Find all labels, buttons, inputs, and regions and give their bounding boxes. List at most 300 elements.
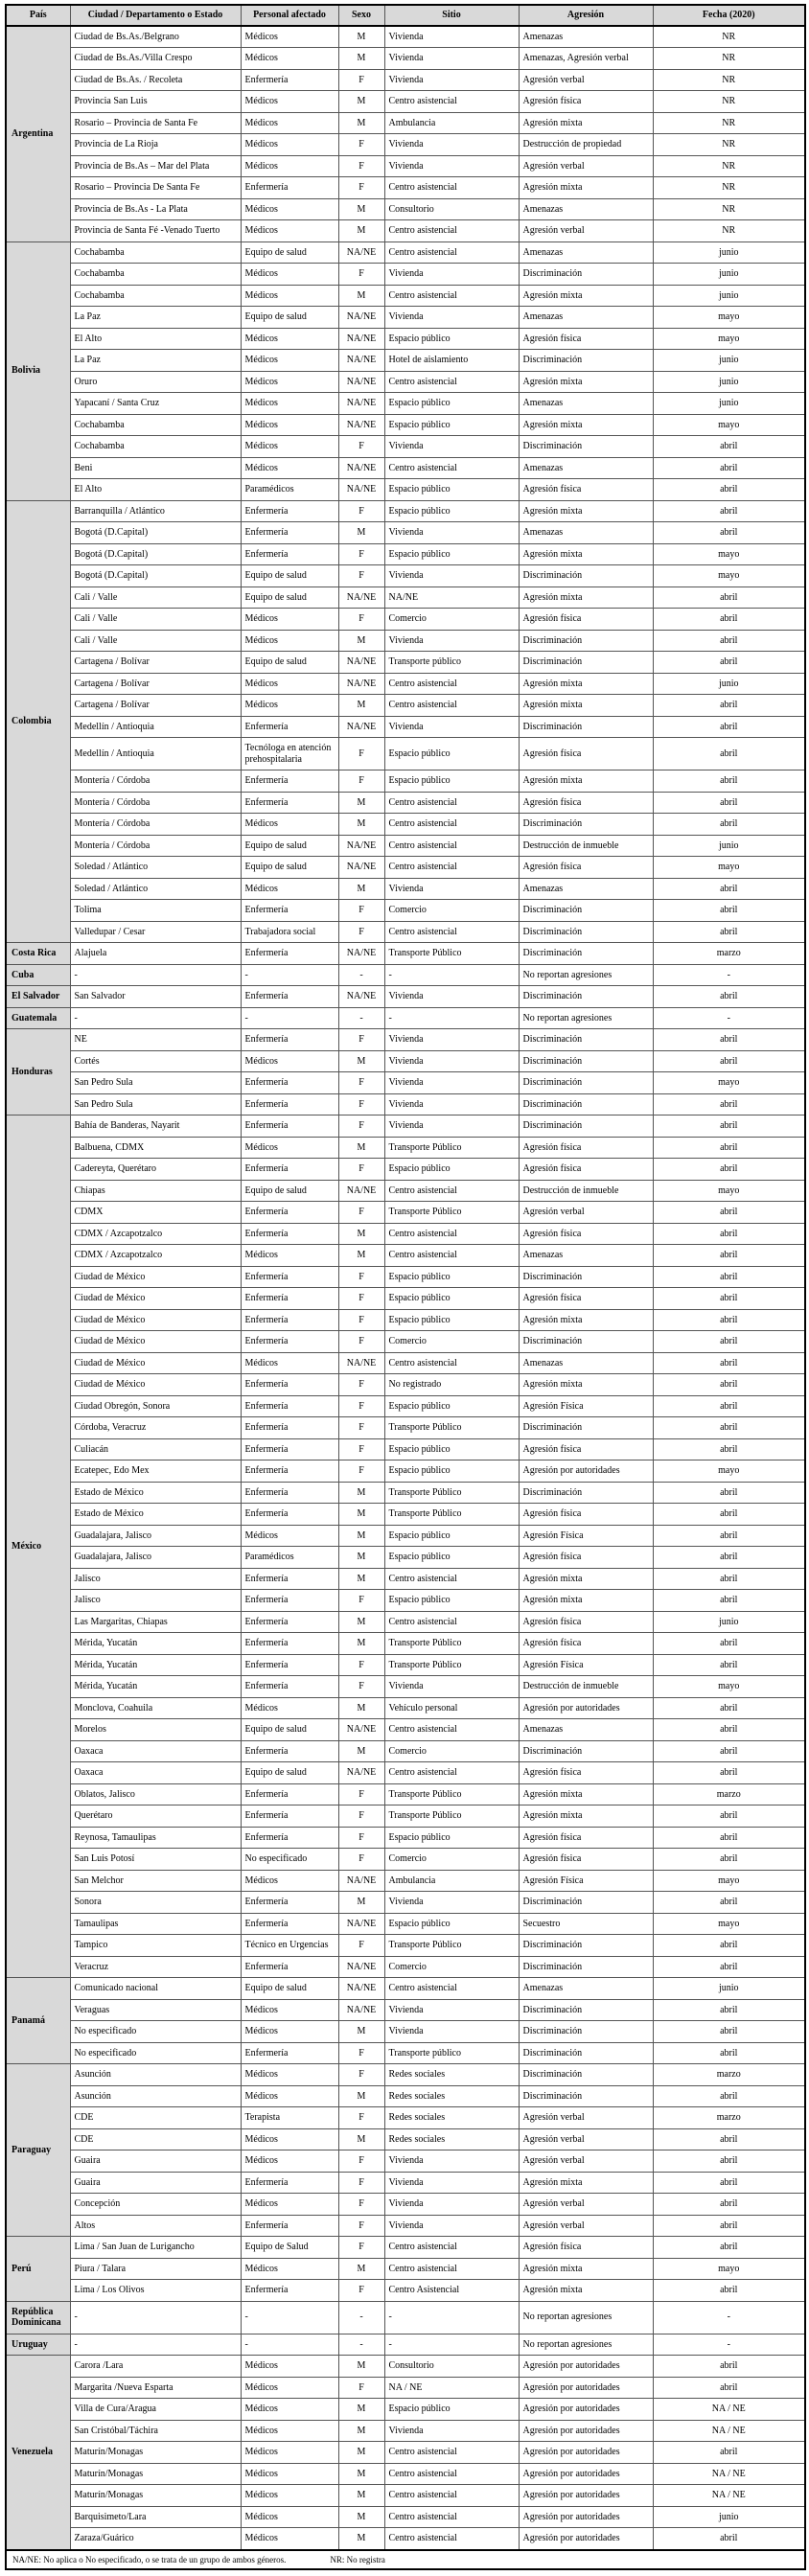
date-cell: abril (653, 2280, 805, 2302)
personnel-cell: - (241, 964, 338, 986)
table-row (6, 2356, 805, 2378)
aggression-cell: Agresión verbal (519, 2194, 653, 2216)
city-cell: Córdoba, Veracruz (70, 1417, 241, 1439)
city-cell: Provincia San Luis (70, 91, 241, 113)
city-cell: CDE (70, 2107, 241, 2129)
date-cell: abril (653, 1525, 805, 1547)
sex-cell: F (338, 770, 384, 793)
date-cell: abril (653, 716, 805, 738)
sex-cell: M (338, 48, 384, 70)
personnel-cell: Enfermería (241, 1482, 338, 1504)
personnel-cell: Médicos (241, 2506, 338, 2528)
personnel-cell: Médicos (241, 48, 338, 70)
date-cell: NR (653, 26, 805, 48)
sex-cell: M (338, 1892, 384, 1914)
date-cell: abril (653, 2021, 805, 2043)
site-cell: Vivienda (384, 565, 519, 587)
date-cell: abril (653, 1482, 805, 1504)
city-cell: Cochabamba (70, 242, 241, 264)
city-cell: Ciudad Obregón, Sonora (70, 1395, 241, 1417)
site-cell: Transporte Público (384, 1654, 519, 1676)
date-cell: abril (653, 500, 805, 522)
aggression-cell: Agresión por autoridades (519, 2356, 653, 2378)
sex-cell: M (338, 2442, 384, 2464)
personnel-cell: Enfermería (241, 1395, 338, 1417)
site-cell: NA/NE (384, 586, 519, 609)
date-cell: abril (653, 652, 805, 674)
sex-cell: M (338, 2128, 384, 2150)
personnel-cell: Médicos (241, 1697, 338, 1719)
table-row (6, 1352, 805, 1374)
sex-cell: M (338, 1633, 384, 1655)
personnel-cell: Médicos (241, 1525, 338, 1547)
aggression-cell: Amenazas (519, 1719, 653, 1741)
site-cell: Centro asistencial (384, 220, 519, 242)
table-row (6, 264, 805, 286)
table-row (6, 1331, 805, 1353)
sex-cell: NA/NE (338, 586, 384, 609)
city-cell: Guadalajara, Jalisco (70, 1525, 241, 1547)
aggression-cell: Agresión verbal (519, 2128, 653, 2150)
site-cell: Vivienda (384, 2150, 519, 2173)
aggression-cell: Discriminación (519, 630, 653, 652)
sex-cell: F (338, 1072, 384, 1094)
aggression-cell: Discriminación (519, 2021, 653, 2043)
sex-cell: F (338, 155, 384, 177)
date-cell: abril (653, 1137, 805, 1159)
sex-cell: F (338, 2194, 384, 2216)
site-cell: Centro asistencial (384, 695, 519, 717)
site-cell: Espacio público (384, 1395, 519, 1417)
country-cell: Perú (6, 2237, 70, 2302)
sex-cell: F (338, 436, 384, 458)
sex-cell: F (338, 565, 384, 587)
site-cell: Espacio público (384, 1827, 519, 1849)
personnel-cell: Enfermería (241, 177, 338, 199)
table-row (6, 1547, 805, 1569)
date-cell: junio (653, 2506, 805, 2528)
city-cell: Lima / Los Olivos (70, 2280, 241, 2302)
aggression-cell: Agresión mixta (519, 2258, 653, 2280)
city-cell: Bahía de Banderas, Nayarit (70, 1116, 241, 1138)
city-cell: Chiapas (70, 1180, 241, 1202)
table-row (6, 371, 805, 393)
table-row (6, 414, 805, 436)
date-cell: marzo (653, 1783, 805, 1806)
table-row (6, 500, 805, 522)
personnel-cell: Médicos (241, 609, 338, 631)
site-cell: Centro asistencial (384, 673, 519, 695)
sex-cell: NA/NE (338, 1870, 384, 1892)
site-cell: Transporte Público (384, 1935, 519, 1957)
aggression-cell: Agresión mixta (519, 1590, 653, 1612)
sex-cell: F (338, 1395, 384, 1417)
site-cell: Vivienda (384, 2021, 519, 2043)
site-cell: Espacio público (384, 1438, 519, 1460)
personnel-cell: Enfermería (241, 792, 338, 814)
table-row (6, 1633, 805, 1655)
aggression-cell: Amenazas (519, 26, 653, 48)
country-cell: El Salvador (6, 986, 70, 1008)
aggression-cell: Agresión mixta (519, 371, 653, 393)
site-cell: Centro asistencial (384, 857, 519, 879)
city-cell: Rosario – Provincia De Santa Fe (70, 177, 241, 199)
date-cell: abril (653, 986, 805, 1008)
table-row (6, 1978, 805, 2000)
date-cell: abril (653, 2528, 805, 2550)
date-cell: NR (653, 48, 805, 70)
site-cell: Vivienda (384, 307, 519, 329)
sex-cell: M (338, 112, 384, 134)
table-row (6, 2172, 805, 2194)
site-cell: Centro asistencial (384, 2506, 519, 2528)
date-cell: abril (653, 900, 805, 922)
table-row (6, 1762, 805, 1784)
site-cell: Centro Asistencial (384, 2280, 519, 2302)
table-row (6, 1223, 805, 1245)
sex-cell: M (338, 814, 384, 836)
date-cell: abril (653, 1999, 805, 2021)
city-cell: Altos (70, 2215, 241, 2237)
site-cell: Comercio (384, 1956, 519, 1978)
sex-cell: M (338, 2356, 384, 2378)
sex-cell: F (338, 2042, 384, 2064)
aggression-cell: Agresión mixta (519, 112, 653, 134)
date-cell: abril (653, 2085, 805, 2107)
site-cell: Vivienda (384, 1029, 519, 1051)
table-row (6, 350, 805, 372)
date-cell: - (653, 1007, 805, 1029)
site-cell: Espacio público (384, 1590, 519, 1612)
table-row (6, 1180, 805, 1202)
site-cell: Vivienda (384, 1676, 519, 1698)
aggression-cell: Agresión verbal (519, 2107, 653, 2129)
aggression-cell: Discriminación (519, 1331, 653, 1353)
site-cell: Redes sociales (384, 2128, 519, 2150)
date-cell: abril (653, 457, 805, 479)
site-cell: Vivienda (384, 155, 519, 177)
aggression-cell: Agresión por autoridades (519, 2485, 653, 2507)
aggression-cell: Agresión física (519, 479, 653, 501)
footnote-nr-definition: NR: No registra (330, 2554, 385, 2564)
city-cell: Ciudad de México (70, 1288, 241, 1310)
personnel-cell: Médicos (241, 436, 338, 458)
table-row (6, 1417, 805, 1439)
date-cell: abril (653, 792, 805, 814)
sex-cell: NA/NE (338, 835, 384, 857)
city-cell: Bogotá (D.Capital) (70, 522, 241, 544)
table-row (6, 2128, 805, 2150)
site-cell: Centro asistencial (384, 921, 519, 943)
city-cell: San Cristóbal/Táchira (70, 2420, 241, 2442)
date-cell: mayo (653, 2258, 805, 2280)
city-cell: Culiacán (70, 1438, 241, 1460)
footnote-cell (6, 2550, 805, 2569)
city-cell: Maturín/Monagas (70, 2442, 241, 2464)
personnel-cell: Médicos (241, 1245, 338, 1267)
sex-cell: M (338, 2085, 384, 2107)
aggression-cell: Discriminación (519, 1482, 653, 1504)
site-cell: Centro asistencial (384, 177, 519, 199)
aggression-cell: Agresión física (519, 792, 653, 814)
city-cell: Tamaulipas (70, 1913, 241, 1935)
site-cell: Comercio (384, 609, 519, 631)
date-cell: abril (653, 1202, 805, 1224)
site-cell: Vivienda (384, 878, 519, 900)
table-row (6, 1935, 805, 1957)
aggression-cell: Agresión por autoridades (519, 2442, 653, 2464)
date-cell: abril (653, 2128, 805, 2150)
aggression-cell: Amenazas, Agresión verbal (519, 48, 653, 70)
aggression-cell: Destrucción de inmueble (519, 1180, 653, 1202)
personnel-cell: - (241, 1007, 338, 1029)
aggression-cell: Amenazas (519, 1245, 653, 1267)
site-cell: Vivienda (384, 264, 519, 286)
site-cell: Redes sociales (384, 2085, 519, 2107)
sex-cell: F (338, 1460, 384, 1483)
sex-cell: M (338, 1245, 384, 1267)
city-cell: Maturín/Monagas (70, 2463, 241, 2485)
site-cell: Centro asistencial (384, 792, 519, 814)
date-cell: abril (653, 1309, 805, 1331)
site-cell: Vivienda (384, 1892, 519, 1914)
table-row (6, 1266, 805, 1288)
table-row (6, 2064, 805, 2086)
site-cell: Transporte público (384, 2042, 519, 2064)
site-cell: Espacio público (384, 479, 519, 501)
aggression-cell: Agresión física (519, 1223, 653, 1245)
sex-cell: F (338, 738, 384, 770)
table-row (6, 2301, 805, 2334)
personnel-cell: Equipo de salud (241, 307, 338, 329)
date-cell: - (653, 964, 805, 986)
city-cell: Provincia de Bs.As - La Plata (70, 198, 241, 220)
city-cell: Oaxaca (70, 1740, 241, 1762)
aggression-cell: Agresión mixta (519, 2172, 653, 2194)
city-cell: Bogotá (D.Capital) (70, 543, 241, 565)
city-cell: Margarita /Nueva Esparta (70, 2377, 241, 2399)
date-cell: abril (653, 738, 805, 770)
site-cell: Transporte Público (384, 1806, 519, 1828)
sex-cell: F (338, 2377, 384, 2399)
aggression-cell: Agresión mixta (519, 1309, 653, 1331)
personnel-cell: Enfermería (241, 1159, 338, 1181)
aggression-cell: Discriminación (519, 1093, 653, 1116)
date-cell: abril (653, 1762, 805, 1784)
personnel-cell: Trabajadora social (241, 921, 338, 943)
site-cell: - (384, 2334, 519, 2356)
aggression-cell: Secuestro (519, 1913, 653, 1935)
personnel-cell: Enfermería (241, 1072, 338, 1094)
personnel-cell: Médicos (241, 2485, 338, 2507)
personnel-cell: Médicos (241, 2399, 338, 2421)
aggression-cell: Agresión por autoridades (519, 2420, 653, 2442)
city-cell: Ciudad de Bs.As./Villa Crespo (70, 48, 241, 70)
site-cell: Vivienda (384, 522, 519, 544)
table-row (6, 1482, 805, 1504)
city-cell: Mérida, Yucatán (70, 1676, 241, 1698)
aggression-cell: Agresión física (519, 738, 653, 770)
table-row (6, 307, 805, 329)
table-row (6, 652, 805, 674)
table-row (6, 1029, 805, 1051)
personnel-cell: Médicos (241, 1352, 338, 1374)
site-cell: Centro asistencial (384, 835, 519, 857)
personnel-cell: Enfermería (241, 1913, 338, 1935)
table-row (6, 1245, 805, 1267)
table-row (6, 1654, 805, 1676)
date-cell: mayo (653, 543, 805, 565)
aggression-cell: Agresión física (519, 1547, 653, 1569)
personnel-cell: Equipo de salud (241, 1978, 338, 2000)
date-cell: NR (653, 155, 805, 177)
site-cell: Consultorio (384, 2356, 519, 2378)
aggression-cell: Agresión mixta (519, 1783, 653, 1806)
city-cell: Yapacaní / Santa Cruz (70, 393, 241, 415)
site-cell: Vivienda (384, 986, 519, 1008)
sex-cell: F (338, 69, 384, 91)
date-cell: mayo (653, 1676, 805, 1698)
city-cell: Oblatos, Jalisco (70, 1783, 241, 1806)
city-cell: Medellín / Antioquia (70, 716, 241, 738)
column-header-0: País (6, 5, 70, 26)
date-cell: junio (653, 393, 805, 415)
date-cell: abril (653, 2042, 805, 2064)
table-row (6, 198, 805, 220)
site-cell: Vivienda (384, 26, 519, 48)
aggression-cell: Agresión física (519, 2237, 653, 2259)
date-cell: abril (653, 1654, 805, 1676)
date-cell: junio (653, 350, 805, 372)
site-cell: Espacio público (384, 738, 519, 770)
personnel-cell: Enfermería (241, 1116, 338, 1138)
table-row (6, 2021, 805, 2043)
city-cell: Cartagena / Bolívar (70, 652, 241, 674)
table-row (6, 1719, 805, 1741)
aggression-cell: No reportan agresiones (519, 964, 653, 986)
sex-cell: NA/NE (338, 943, 384, 965)
table-row (6, 878, 805, 900)
personnel-cell: Enfermería (241, 1611, 338, 1633)
date-cell: NR (653, 134, 805, 156)
sex-cell: M (338, 198, 384, 220)
sex-cell: F (338, 1417, 384, 1439)
site-cell: - (384, 2301, 519, 2334)
date-cell: abril (653, 609, 805, 631)
site-cell: Vivienda (384, 134, 519, 156)
site-cell: Centro asistencial (384, 285, 519, 307)
aggression-cell: Agresión verbal (519, 220, 653, 242)
site-cell: Vehículo personal (384, 1697, 519, 1719)
site-cell: Transporte Público (384, 1137, 519, 1159)
sex-cell: F (338, 1935, 384, 1957)
city-cell: Morelos (70, 1719, 241, 1741)
personnel-cell: Médicos (241, 2356, 338, 2378)
date-cell: NA / NE (653, 2420, 805, 2442)
personnel-cell: Médicos (241, 134, 338, 156)
personnel-cell: Enfermería (241, 716, 338, 738)
personnel-cell: Enfermería (241, 1288, 338, 1310)
table-row (6, 2042, 805, 2064)
site-cell: Vivienda (384, 2194, 519, 2216)
aggression-cell: Discriminación (519, 1740, 653, 1762)
sex-cell: M (338, 285, 384, 307)
sex-cell: M (338, 522, 384, 544)
personnel-cell: Médicos (241, 2377, 338, 2399)
city-cell: Cochabamba (70, 285, 241, 307)
aggression-cell: Discriminación (519, 1956, 653, 1978)
personnel-cell: Equipo de salud (241, 835, 338, 857)
aggression-cell: Agresión por autoridades (519, 2506, 653, 2528)
table-row (6, 1568, 805, 1590)
sex-cell: F (338, 2107, 384, 2129)
personnel-cell: No especificado (241, 1849, 338, 1871)
date-cell: abril (653, 1849, 805, 1871)
city-cell: Ciudad de Bs.As. / Recoleta (70, 69, 241, 91)
aggression-cell: Discriminación (519, 264, 653, 286)
table-row (6, 543, 805, 565)
aggression-cell: Discriminación (519, 1029, 653, 1051)
table-row (6, 1913, 805, 1935)
site-cell: Vivienda (384, 1050, 519, 1072)
personnel-cell: Médicos (241, 2150, 338, 2173)
city-cell: Concepción (70, 2194, 241, 2216)
column-header-6: Fecha (2020) (653, 5, 805, 26)
site-cell: Centro asistencial (384, 2442, 519, 2464)
aggression-cell: Agresión mixta (519, 695, 653, 717)
sex-cell: NA/NE (338, 1352, 384, 1374)
city-cell: Cochabamba (70, 264, 241, 286)
city-cell: Montería / Córdoba (70, 835, 241, 857)
aggression-cell: Agresión física (519, 1288, 653, 1310)
city-cell: Ciudad de México (70, 1331, 241, 1353)
table-row (6, 2442, 805, 2464)
city-cell: - (70, 1007, 241, 1029)
date-cell: abril (653, 1159, 805, 1181)
site-cell: Espacio público (384, 1159, 519, 1181)
aggression-cell: Discriminación (519, 1072, 653, 1094)
site-cell: Centro asistencial (384, 1223, 519, 1245)
sex-cell: NA/NE (338, 479, 384, 501)
sex-cell: M (338, 2258, 384, 2280)
site-cell: Vivienda (384, 48, 519, 70)
site-cell: Espacio público (384, 393, 519, 415)
city-cell: Cadereyta, Querétaro (70, 1159, 241, 1181)
date-cell: mayo (653, 414, 805, 436)
date-cell: mayo (653, 565, 805, 587)
date-cell: mayo (653, 1072, 805, 1094)
date-cell: marzo (653, 2107, 805, 2129)
aggression-cell: Agresión física (519, 857, 653, 879)
personnel-cell: Enfermería (241, 1438, 338, 1460)
table-row (6, 1892, 805, 1914)
aggression-cell: Agresión mixta (519, 586, 653, 609)
site-cell: Centro asistencial (384, 1180, 519, 1202)
date-cell: abril (653, 436, 805, 458)
city-cell: La Paz (70, 350, 241, 372)
aggression-cell: Agresión física (519, 609, 653, 631)
sex-cell: NA/NE (338, 393, 384, 415)
date-cell: abril (653, 1935, 805, 1957)
city-cell: Guaira (70, 2150, 241, 2173)
personnel-cell: Médicos (241, 1999, 338, 2021)
personnel-cell: Médicos (241, 2528, 338, 2550)
personnel-cell: Enfermería (241, 770, 338, 793)
aggression-cell: Agresión física (519, 1137, 653, 1159)
table-row (6, 1309, 805, 1331)
date-cell: NR (653, 112, 805, 134)
sex-cell: M (338, 2506, 384, 2528)
